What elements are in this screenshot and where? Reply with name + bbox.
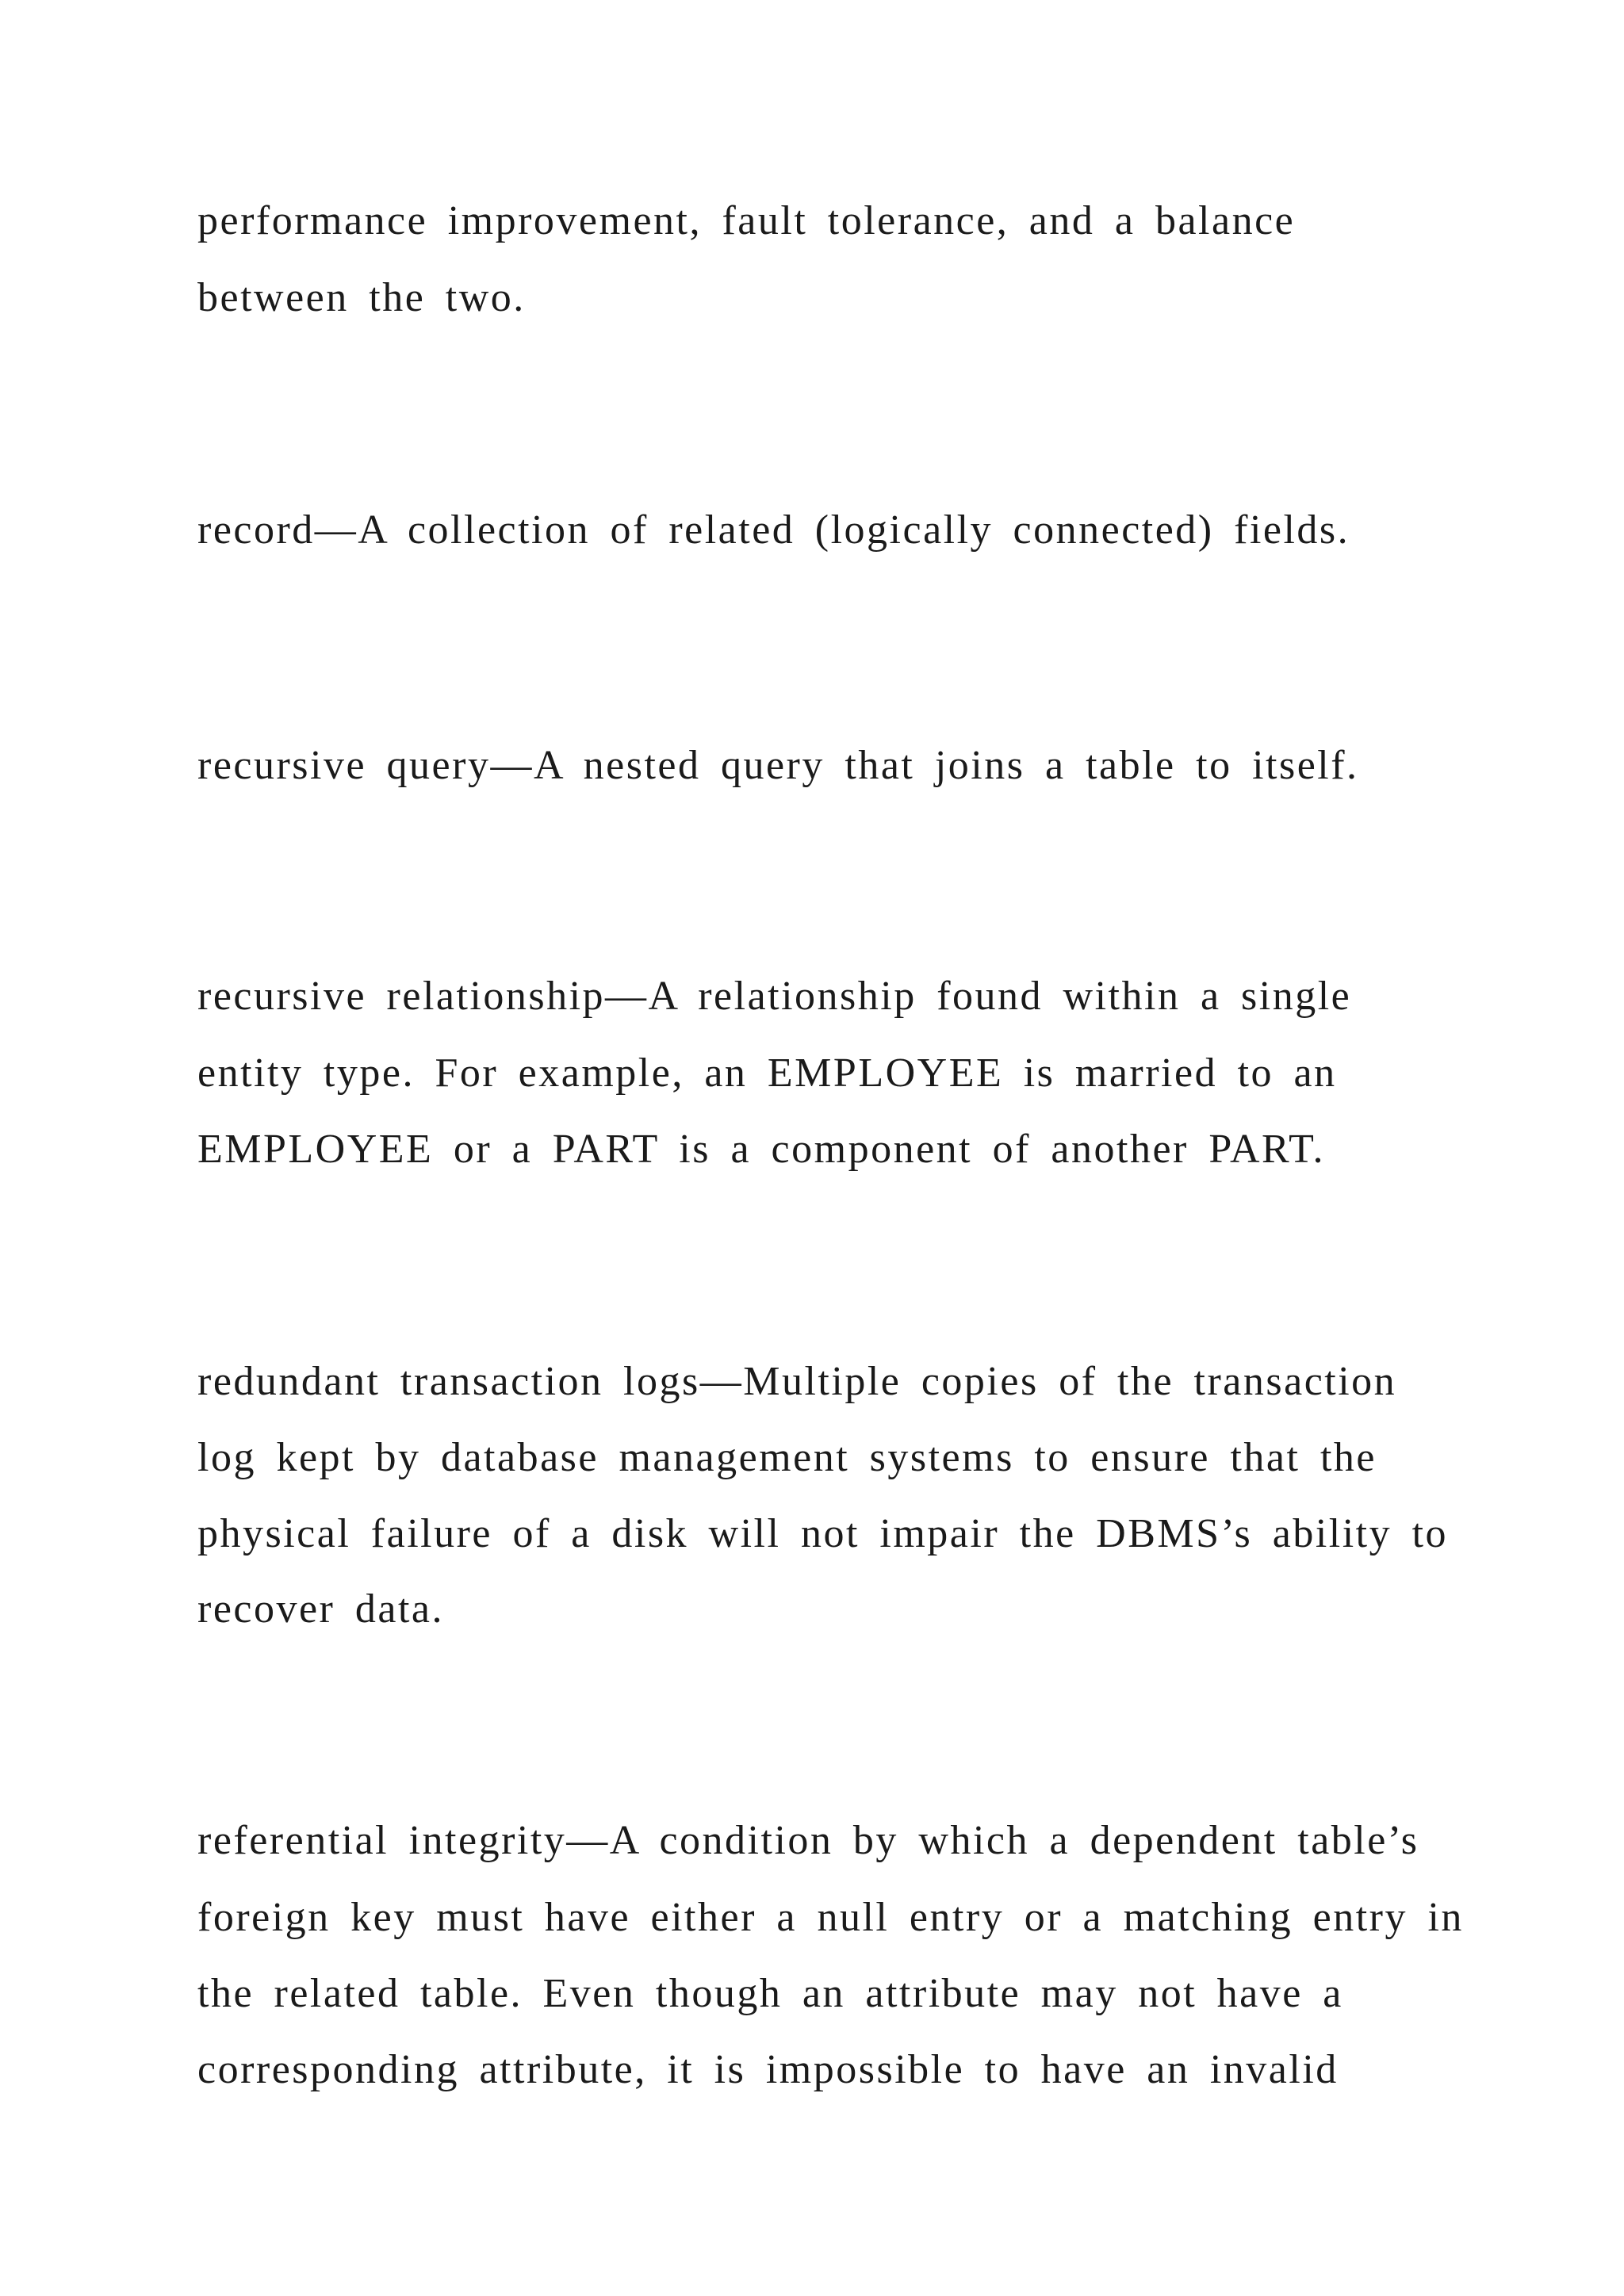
entry-referential-integrity-line-3: the related table. Even though an attribute may not have a [197,1971,1343,2016]
entry-recursive-relationship-line-3: EMPLOYEE or a PART is a component of another PART. [197,1127,1326,1172]
entry-recursive-relationship-line-1: recursive relationship—A relationship found within a single [197,974,1352,1019]
entry-recursive-relationship-line-2: entity type. For example, an EMPLOYEE is married to an [197,1050,1337,1096]
entry-redundant-transaction-logs-line-4: recover data. [197,1586,444,1632]
entry-performance-line-2: between the two. [197,275,526,320]
entry-record-line-1: record—A collection of related (logically connected) fields. [197,507,1350,553]
entry-redundant-transaction-logs-line-1: redundant transaction logs—Multiple copies of the transaction [197,1359,1397,1404]
entry-redundant-transaction-logs-line-3: physical failure of a disk will not impair the DBMS’s ability to [197,1511,1449,1556]
entry-referential-integrity-line-1: referential integrity—A condition by which a dependent table’s [197,1818,1419,1863]
entry-referential-integrity-line-2: foreign key must have either a null entry or a matching entry in [197,1895,1464,1940]
entry-performance-line-1: performance improvement, fault tolerance, and a balance [197,198,1296,243]
entry-redundant-transaction-logs-line-2: log kept by database management systems to ensure that the [197,1435,1377,1480]
entry-recursive-query-line-1: recursive query—A nested query that joins a table to itself. [197,743,1359,788]
entry-referential-integrity-line-4: corresponding attribute, it is impossible to have an invalid [197,2047,1339,2092]
